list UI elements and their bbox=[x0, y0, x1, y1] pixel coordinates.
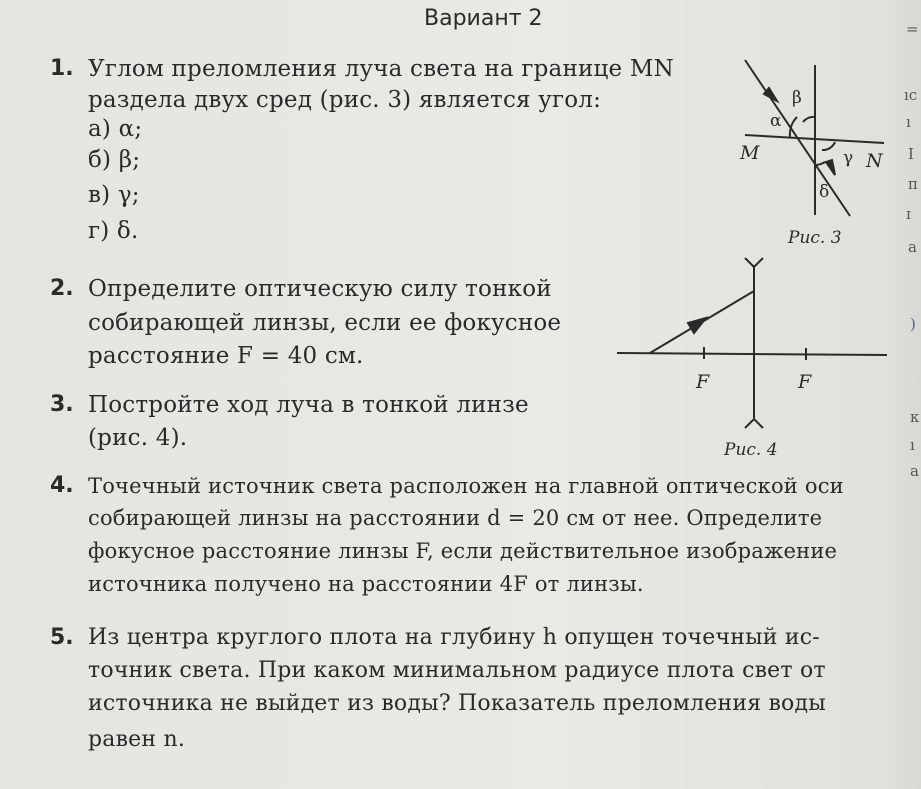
problem-4-text: собирающей линзы на расстоянии d = 20 см от нее. Определите bbox=[88, 506, 823, 530]
option-a: а) α; bbox=[88, 116, 143, 142]
problem-4-text: источника получено на расстоянии 4F от линзы. bbox=[88, 572, 644, 596]
problem-2-number: 2. bbox=[50, 276, 74, 301]
figure-4-lens bbox=[617, 258, 887, 428]
problem-4-text: фокусное расстояние линзы F, если действительное изображение bbox=[88, 539, 838, 563]
problem-3-number: 3. bbox=[50, 392, 74, 417]
label-M: M bbox=[740, 142, 760, 164]
lens-arrow-top-icon bbox=[745, 258, 763, 267]
label-delta: δ bbox=[819, 182, 830, 202]
problem-4-text: Точечный источник света расположен на главной оптической оси bbox=[88, 474, 844, 498]
margin-fragment: ı bbox=[906, 113, 911, 131]
problem-2-text: расстояние F = 40 см. bbox=[88, 343, 364, 369]
label-gamma: γ bbox=[843, 148, 854, 168]
problem-3-text: (рис. 4). bbox=[88, 425, 188, 451]
problem-1-number: 1. bbox=[50, 56, 74, 81]
problem-4-number: 4. bbox=[50, 473, 74, 498]
label-alpha: α bbox=[770, 111, 782, 131]
optical-axis bbox=[617, 353, 887, 355]
problem-5-text: источника не выйдет из воды? Показатель преломления воды bbox=[88, 691, 826, 716]
variant-title: Вариант 2 bbox=[424, 6, 543, 31]
ray-arrow-icon bbox=[826, 160, 835, 175]
lens-arrow-bottom-icon bbox=[745, 419, 763, 428]
option-b: б) β; bbox=[88, 147, 141, 173]
angle-delta-arc bbox=[815, 162, 825, 165]
problem-5-text: точник света. При каком минимальном радиусе плота свет от bbox=[88, 658, 826, 683]
label-beta: β bbox=[792, 88, 802, 108]
problem-5-text: Из центра круглого плота на глубину h опущен точечный ис- bbox=[88, 625, 820, 650]
figure-3-refraction bbox=[745, 60, 884, 216]
problem-1-text: раздела двух сред (рис. 3) является угол: bbox=[88, 87, 602, 113]
option-g: г) δ. bbox=[88, 218, 139, 244]
margin-fragment: ıc bbox=[904, 86, 918, 104]
problem-5-number: 5. bbox=[50, 625, 74, 650]
margin-fragment: ) bbox=[910, 315, 916, 333]
problem-2-text: Определите оптическую силу тонкой bbox=[88, 276, 552, 302]
problem-1-text: Углом преломления луча света на границе MN bbox=[88, 56, 674, 82]
margin-fragment: ı bbox=[910, 436, 915, 454]
focus-left-label: F bbox=[696, 371, 710, 393]
problem-3-text: Постройте ход луча в тонкой линзе bbox=[88, 392, 529, 418]
figure-4-caption: Рис. 4 bbox=[724, 440, 778, 460]
margin-fragment: I bbox=[908, 145, 914, 163]
margin-fragment: a bbox=[908, 238, 917, 256]
option-v: в) γ; bbox=[88, 182, 140, 208]
focus-right-label: F bbox=[798, 371, 812, 393]
problem-5-text: равен n. bbox=[88, 727, 186, 752]
margin-fragment: a bbox=[910, 462, 919, 480]
margin-fragment: к bbox=[910, 408, 920, 426]
angle-gamma-arc bbox=[822, 142, 835, 150]
margin-fragment: ɪ bbox=[906, 205, 911, 223]
label-N: N bbox=[866, 150, 883, 172]
problem-2-text: собирающей линзы, если ее фокусное bbox=[88, 310, 562, 336]
figure-3-caption: Рис. 3 bbox=[788, 228, 842, 248]
angle-beta-arc bbox=[803, 117, 815, 122]
margin-fragment: п bbox=[908, 175, 918, 193]
ray-arrow-icon bbox=[688, 318, 706, 333]
margin-fragment: = bbox=[906, 20, 919, 38]
